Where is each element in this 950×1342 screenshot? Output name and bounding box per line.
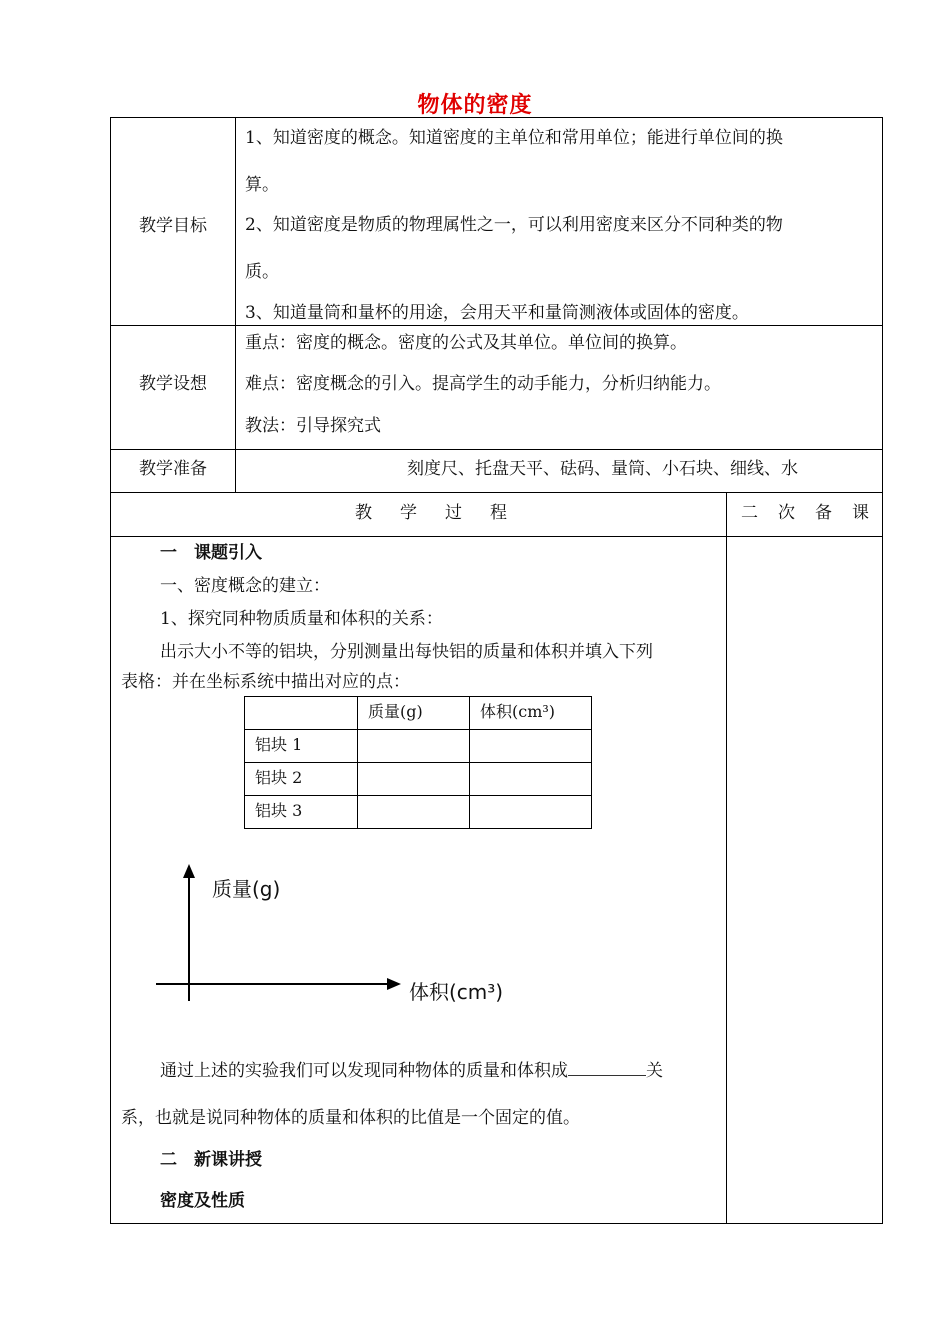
x-axis-label: 体积(cm³) <box>409 980 504 1004</box>
subheading: 1、探究同种物质质量和体积的关系： <box>160 609 443 629</box>
paragraph-line: 表格：并在坐标系统中描出对应的点： <box>121 672 410 692</box>
prep-label: 教学准备 <box>139 459 207 479</box>
table-header-cell: 体积(cm³) <box>470 697 592 730</box>
design-label: 教学设想 <box>139 374 207 394</box>
page-title: 物体的密度 <box>417 93 533 118</box>
table-row-label: 铝块 1 <box>245 730 358 763</box>
design-line: 难点：密度概念的引入。提高学生的动手能力，分析归纳能力。 <box>245 374 721 394</box>
row-divider <box>111 536 882 537</box>
conclusion-text: 关 <box>646 1061 663 1081</box>
table-row-label: 铝块 3 <box>245 796 358 829</box>
prep-text: 刻度尺、托盘天平、砝码、量筒、小石块、细线、水 <box>407 459 798 479</box>
table-cell <box>470 796 592 829</box>
subheading: 一、密度概念的建立： <box>160 576 330 596</box>
y-axis-arrow-icon <box>183 864 195 878</box>
design-line: 教法：引导探究式 <box>245 416 381 436</box>
row-divider <box>111 325 882 326</box>
objectives-label: 教学目标 <box>139 216 207 236</box>
section-heading: 二 新课讲授 <box>160 1150 262 1170</box>
paragraph-line: 出示大小不等的铝块，分别测量出每快铝的质量和体积并填入下列 <box>160 642 653 662</box>
table-cell <box>358 730 470 763</box>
table-cell <box>470 763 592 796</box>
table-header-cell: 质量(g) <box>358 697 470 730</box>
second-prep-header: 二次备课 <box>741 503 889 523</box>
table-row <box>245 763 592 796</box>
row-divider <box>111 449 882 450</box>
lesson-table <box>110 117 889 1224</box>
table-cell <box>470 730 592 763</box>
table-row <box>245 796 592 829</box>
coordinate-axes <box>151 858 411 1028</box>
objectives-line: 质。 <box>245 262 279 282</box>
table-row <box>245 730 592 763</box>
table-row-label: 铝块 2 <box>245 763 358 796</box>
row-divider <box>111 492 882 493</box>
fill-in-blank[interactable] <box>568 1061 646 1076</box>
y-axis-label: 质量(g) <box>212 877 281 901</box>
side-column-divider <box>726 492 727 1224</box>
objectives-line: 1、知道密度的概念。知道密度的主单位和常用单位；能进行单位间的换 <box>245 128 783 148</box>
conclusion-line: 系，也就是说同种物体的质量和体积的比值是一个固定的值。 <box>121 1108 580 1128</box>
label-column-divider <box>235 118 236 492</box>
conclusion-line <box>160 1056 663 1081</box>
table-header-row <box>245 697 592 730</box>
objectives-line: 算。 <box>245 175 279 195</box>
measurement-table <box>244 696 592 829</box>
table-cell <box>358 763 470 796</box>
table-cell <box>245 697 358 730</box>
design-line: 重点：密度的概念。密度的公式及其单位。单位间的换算。 <box>245 333 687 353</box>
objectives-line: 2、知道密度是物质的物理属性之一，可以利用密度来区分不同种类的物 <box>245 215 783 235</box>
objectives-line: 3、知道量筒和量杯的用途，会用天平和量筒测液体或固体的密度。 <box>245 303 749 323</box>
table-cell <box>358 796 470 829</box>
section-heading: 一 课题引入 <box>160 543 262 563</box>
x-axis-arrow-icon <box>387 978 401 990</box>
conclusion-text: 通过上述的实验我们可以发现同种物体的质量和体积成 <box>160 1061 568 1081</box>
subsection-heading: 密度及性质 <box>160 1191 245 1211</box>
process-header: 教学过程 <box>355 503 535 523</box>
